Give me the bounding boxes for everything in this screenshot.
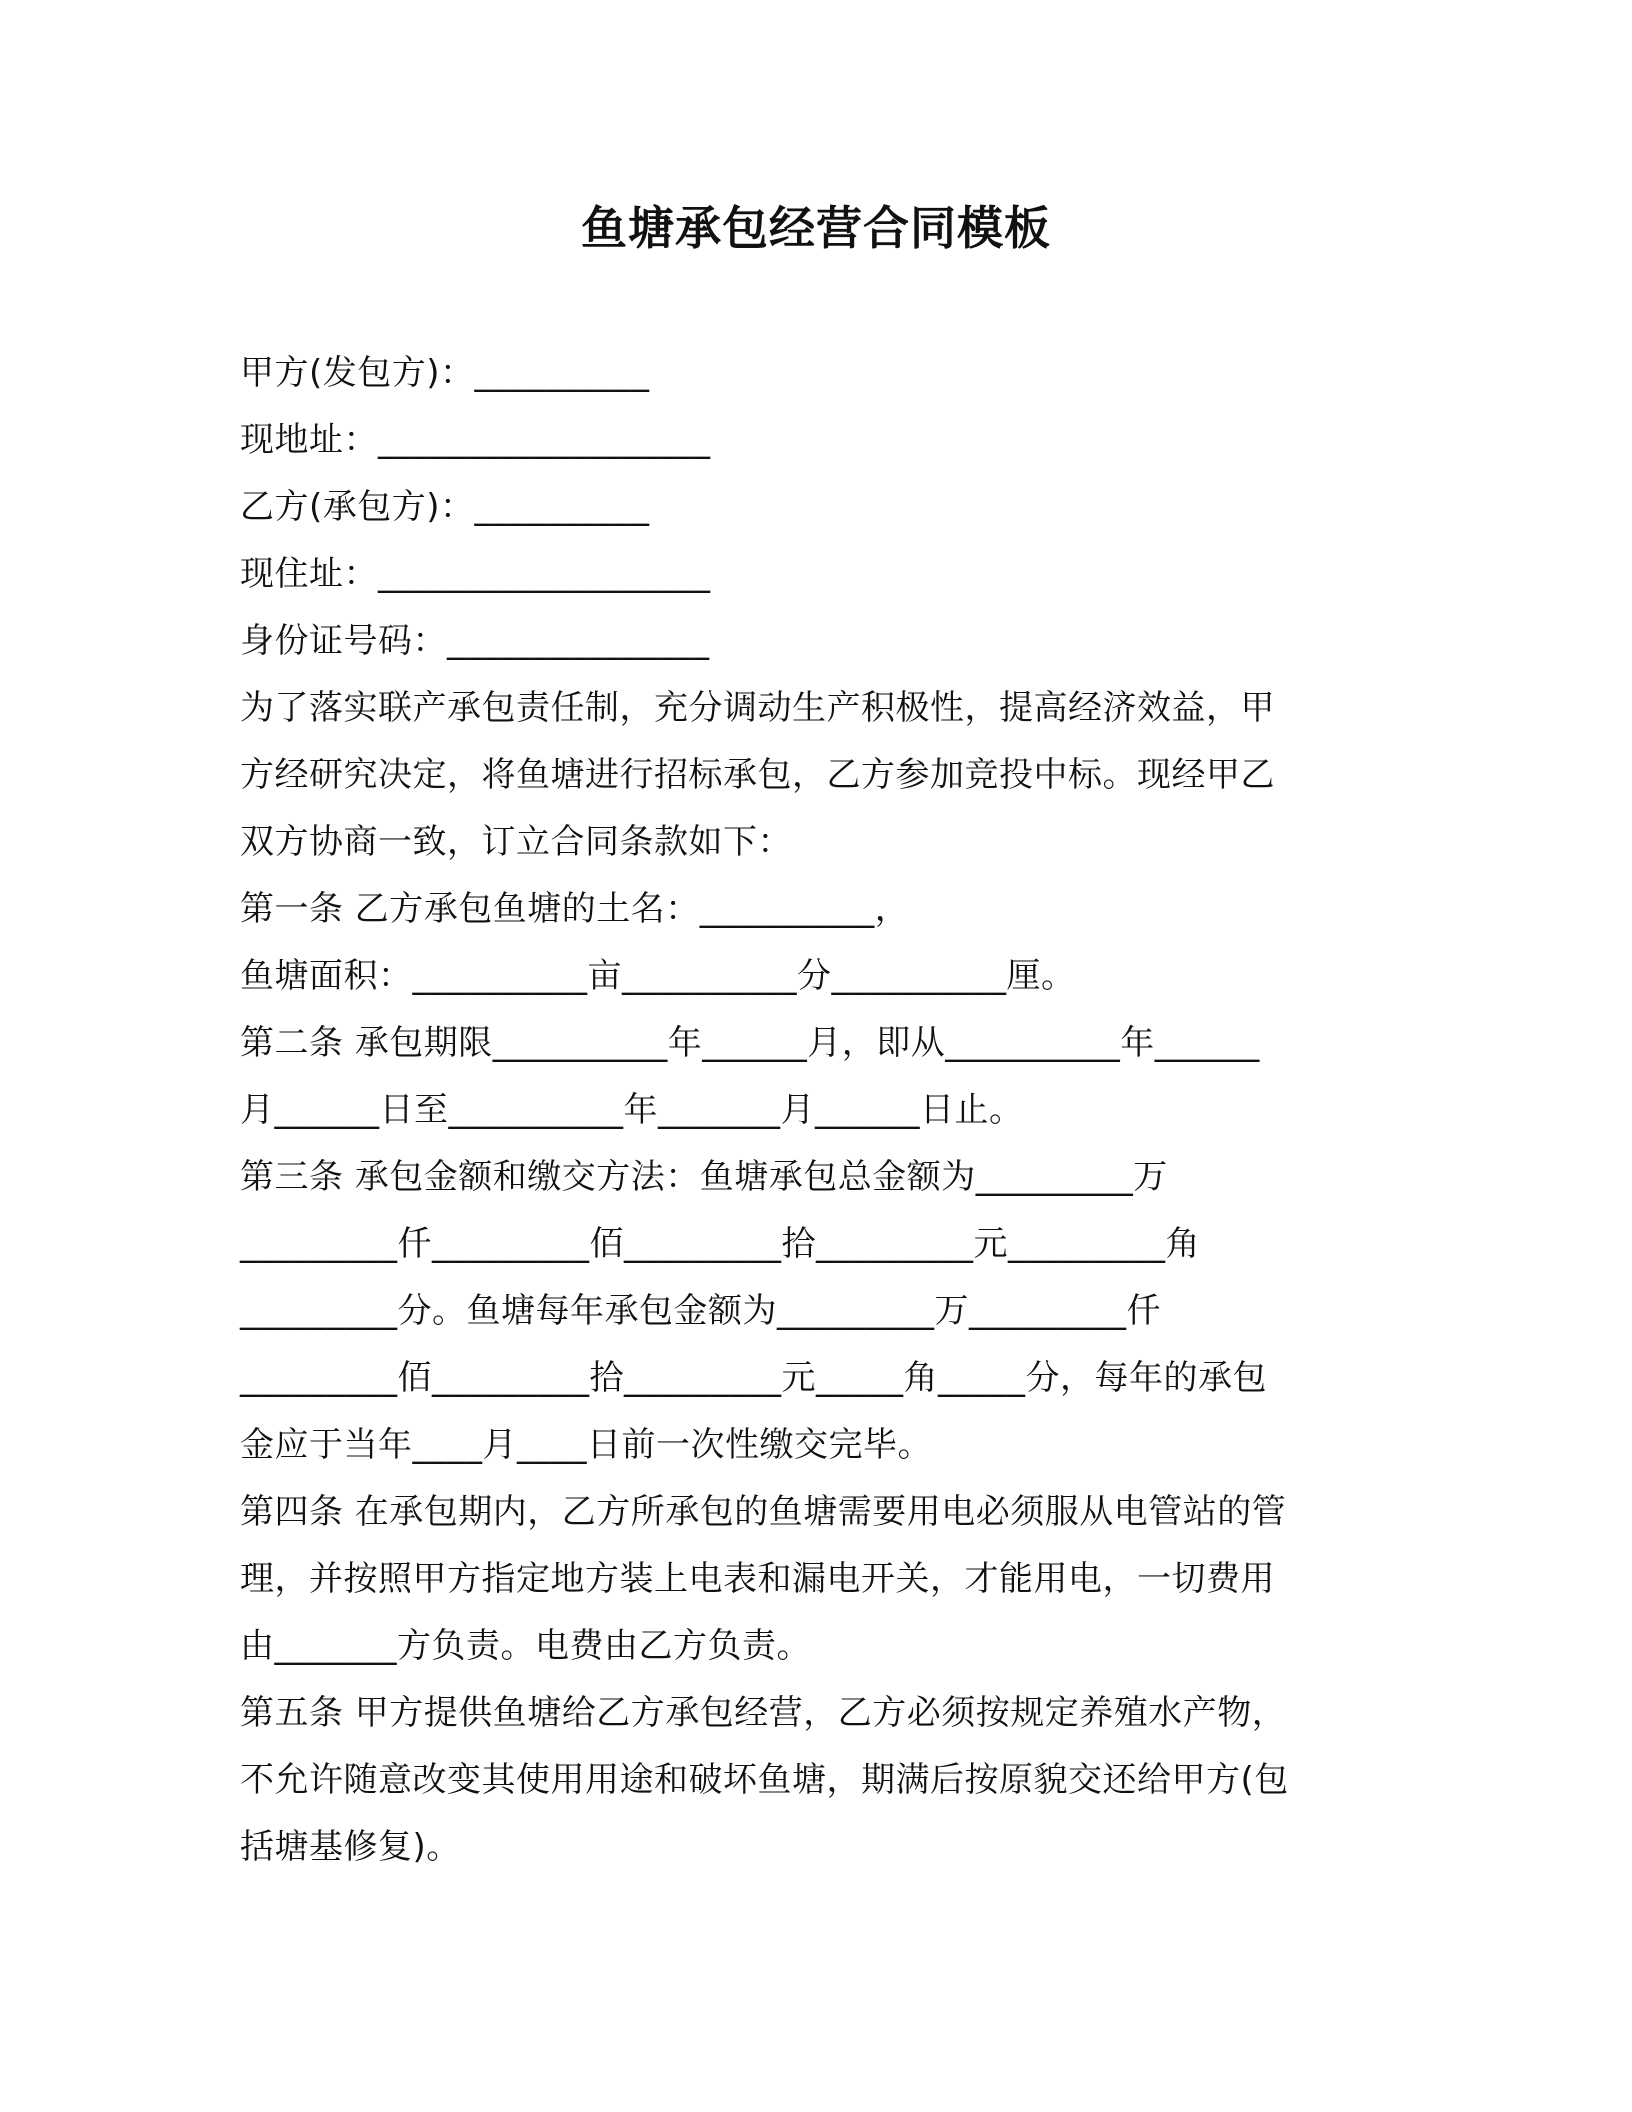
article-3-line-5: 金应于当年____月____日前一次性缴交完毕。 [240,1425,932,1465]
article-2-line-2: 月______日至__________年_______月______日止。 [240,1090,1024,1130]
party-a-line: 甲方(发包方)：__________ [240,353,650,393]
article-1-line-2: 鱼塘面积：__________亩__________分__________厘。 [240,956,1076,996]
article-3-line-1: 第三条 承包金额和缴交方法：鱼塘承包总金额为_________万 [240,1157,1168,1197]
article-4-line-2: 理，并按照甲方指定地方装上电表和漏电开关，才能用电，一切费用 [240,1559,1275,1599]
article-5-line-1: 第五条 甲方提供鱼塘给乙方承包经营，乙方必须按规定养殖水产物， [240,1693,1287,1733]
preamble-line-1: 为了落实联产承包责任制，充分调动生产积极性，提高经济效益，甲 [240,688,1275,728]
article-3-line-2: _________仟_________佰_________拾_________元_________角 [240,1224,1200,1264]
id-number-line: 身份证号码：_______________ [240,621,710,661]
document-title: 鱼塘承包经营合同模板 [581,201,1051,255]
article-4-line-1: 第四条 在承包期内，乙方所承包的鱼塘需要用电必须服从电管站的管 [240,1492,1287,1532]
article-4-line-3: 由_______方负责。电费由乙方负责。 [240,1626,811,1666]
article-5-line-3: 括塘基修复)。 [240,1827,461,1867]
article-1-line-1: 第一条 乙方承包鱼塘的土名：__________， [240,889,910,929]
document-body [240,340,1390,1881]
party-b-line: 乙方(承包方)：__________ [240,487,650,527]
party-b-address-line: 现住址：___________________ [240,554,711,594]
preamble-line-2: 方经研究决定，将鱼塘进行招标承包，乙方参加竞投中标。现经甲乙 [240,755,1275,795]
article-3-line-4: _________佰_________拾_________元_____角_____分，每年的承包 [240,1358,1267,1398]
article-2-line-1: 第二条 承包期限__________年______月，即从__________年______ [240,1023,1260,1063]
article-5-line-2: 不允许随意改变其使用用途和破坏鱼塘，期满后按原貌交还给甲方(包 [240,1760,1289,1800]
preamble-line-3: 双方协商一致，订立合同条款如下： [240,822,792,862]
party-a-address-line: 现地址：___________________ [240,420,711,460]
article-3-line-3: _________分。鱼塘每年承包金额为_________万_________仟 [240,1291,1161,1331]
